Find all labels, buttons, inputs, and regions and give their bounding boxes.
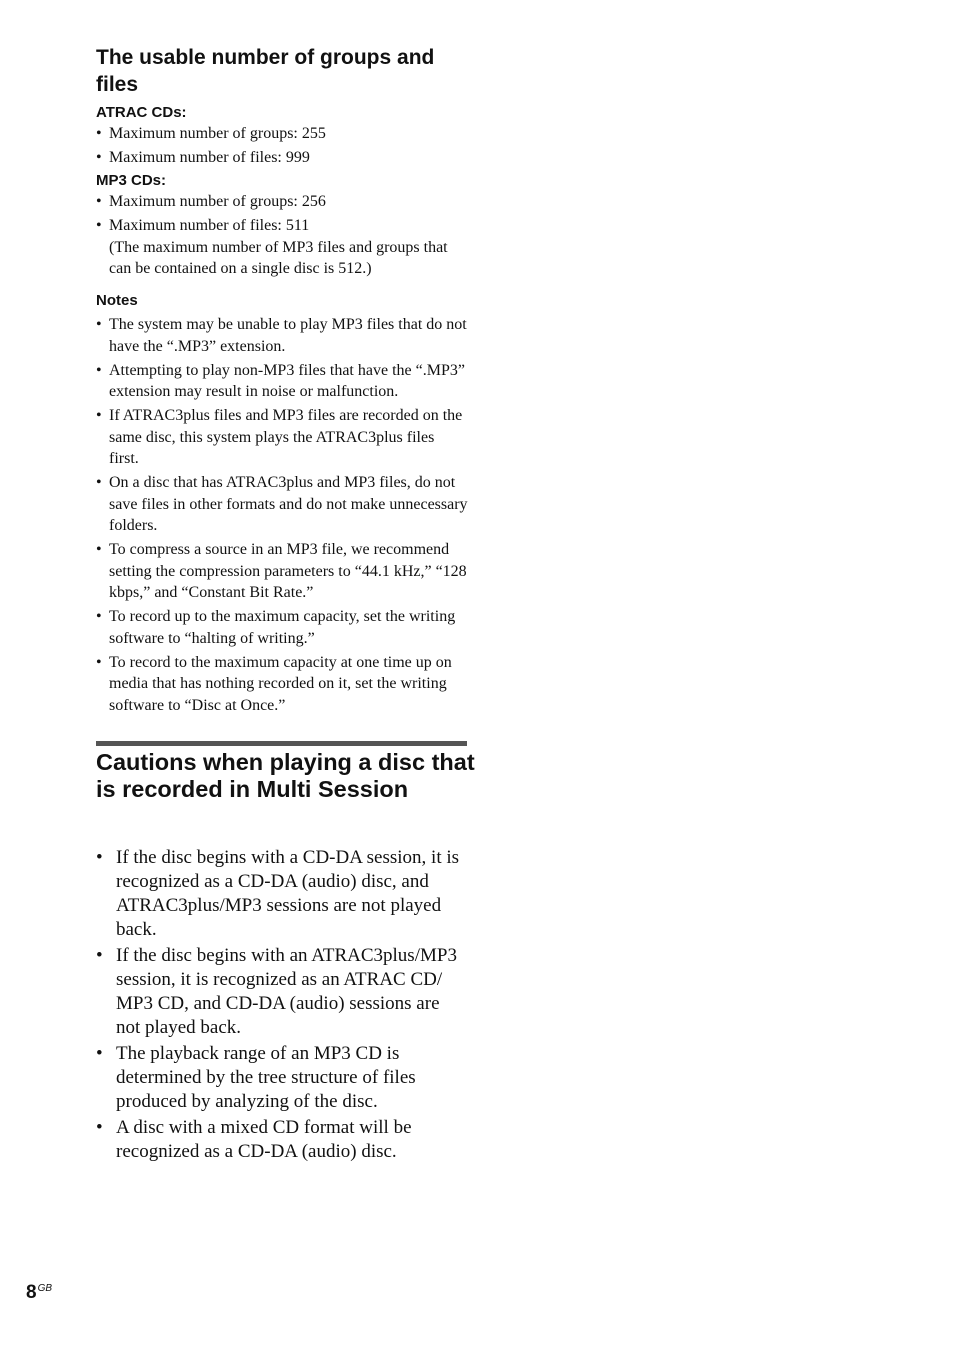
caution-item: • The playback range of an MP3 CD is determined by the tree structure of files produced by analyzing of the disc.: [96, 1042, 468, 1114]
list-item: • Maximum number of groups: 255: [96, 123, 468, 145]
list-item: • Maximum number of files: 999: [96, 147, 468, 169]
caution-item: • If the disc begins with an ATRAC3plus/MP3 session, it is recognized as an ATRAC CD/ MP3 CD, and CD-DA (audio) sessions are not played back.: [96, 944, 468, 1040]
page-number: [26, 1282, 52, 1304]
list-item: [96, 215, 468, 280]
mp3-list: [96, 191, 468, 282]
section-divider: [96, 741, 467, 746]
atrac-list: [96, 123, 468, 171]
note-item: • To record to the maximum capacity at one time up on media that has nothing recorded on it, set the writing software to “Disc at Once.”: [96, 652, 468, 717]
list-item: • Maximum number of groups: 256: [96, 191, 468, 213]
page-number-value: 8: [26, 1282, 37, 1303]
mp3-label: MP3 CDs:: [96, 172, 167, 189]
note-item: • If ATRAC3plus files and MP3 files are recorded on the same disc, this system plays the ATRAC3plus files first.: [96, 405, 468, 470]
page-suffix: GB: [37, 1283, 53, 1294]
atrac-label: ATRAC CDs:: [96, 104, 187, 121]
notes-list: [96, 314, 468, 719]
notes-heading: Notes: [96, 292, 138, 309]
caution-item: • A disc with a mixed CD format will be recognized as a CD-DA (audio) disc.: [96, 1116, 468, 1164]
note-item: • To record up to the maximum capacity, set the writing software to “halting of writing.”: [96, 606, 468, 649]
note-item: • The system may be unable to play MP3 files that do not have the “.MP3” extension.: [96, 314, 468, 357]
groups-heading: The usable number of groups and files: [96, 46, 435, 96]
note-item: • On a disc that has ATRAC3plus and MP3 files, do not save files in other formats and do not make unnecessary folders.: [96, 472, 468, 537]
list-item-text: Maximum number of files: 511: [109, 217, 310, 234]
list-item-note: (The maximum number of MP3 files and groups that can be contained on a single disc is 512.): [109, 238, 448, 277]
note-item: • To compress a source in an MP3 file, we recommend setting the compression parameters to “44.1 kHz,” “128 kbps,” and “Constant Bit Rate.”: [96, 539, 468, 604]
caution-item: • If the disc begins with a CD-DA session, it is recognized as a CD-DA (audio) disc, and ATRAC3plus/MP3 sessions are not played back.: [96, 846, 468, 942]
cautions-heading: Cautions when playing a disc that is recorded in Multi Session: [96, 749, 475, 802]
cautions-list: [96, 846, 468, 1166]
note-item: • Attempting to play non-MP3 files that have the “.MP3” extension may result in noise or malfunction.: [96, 360, 468, 403]
